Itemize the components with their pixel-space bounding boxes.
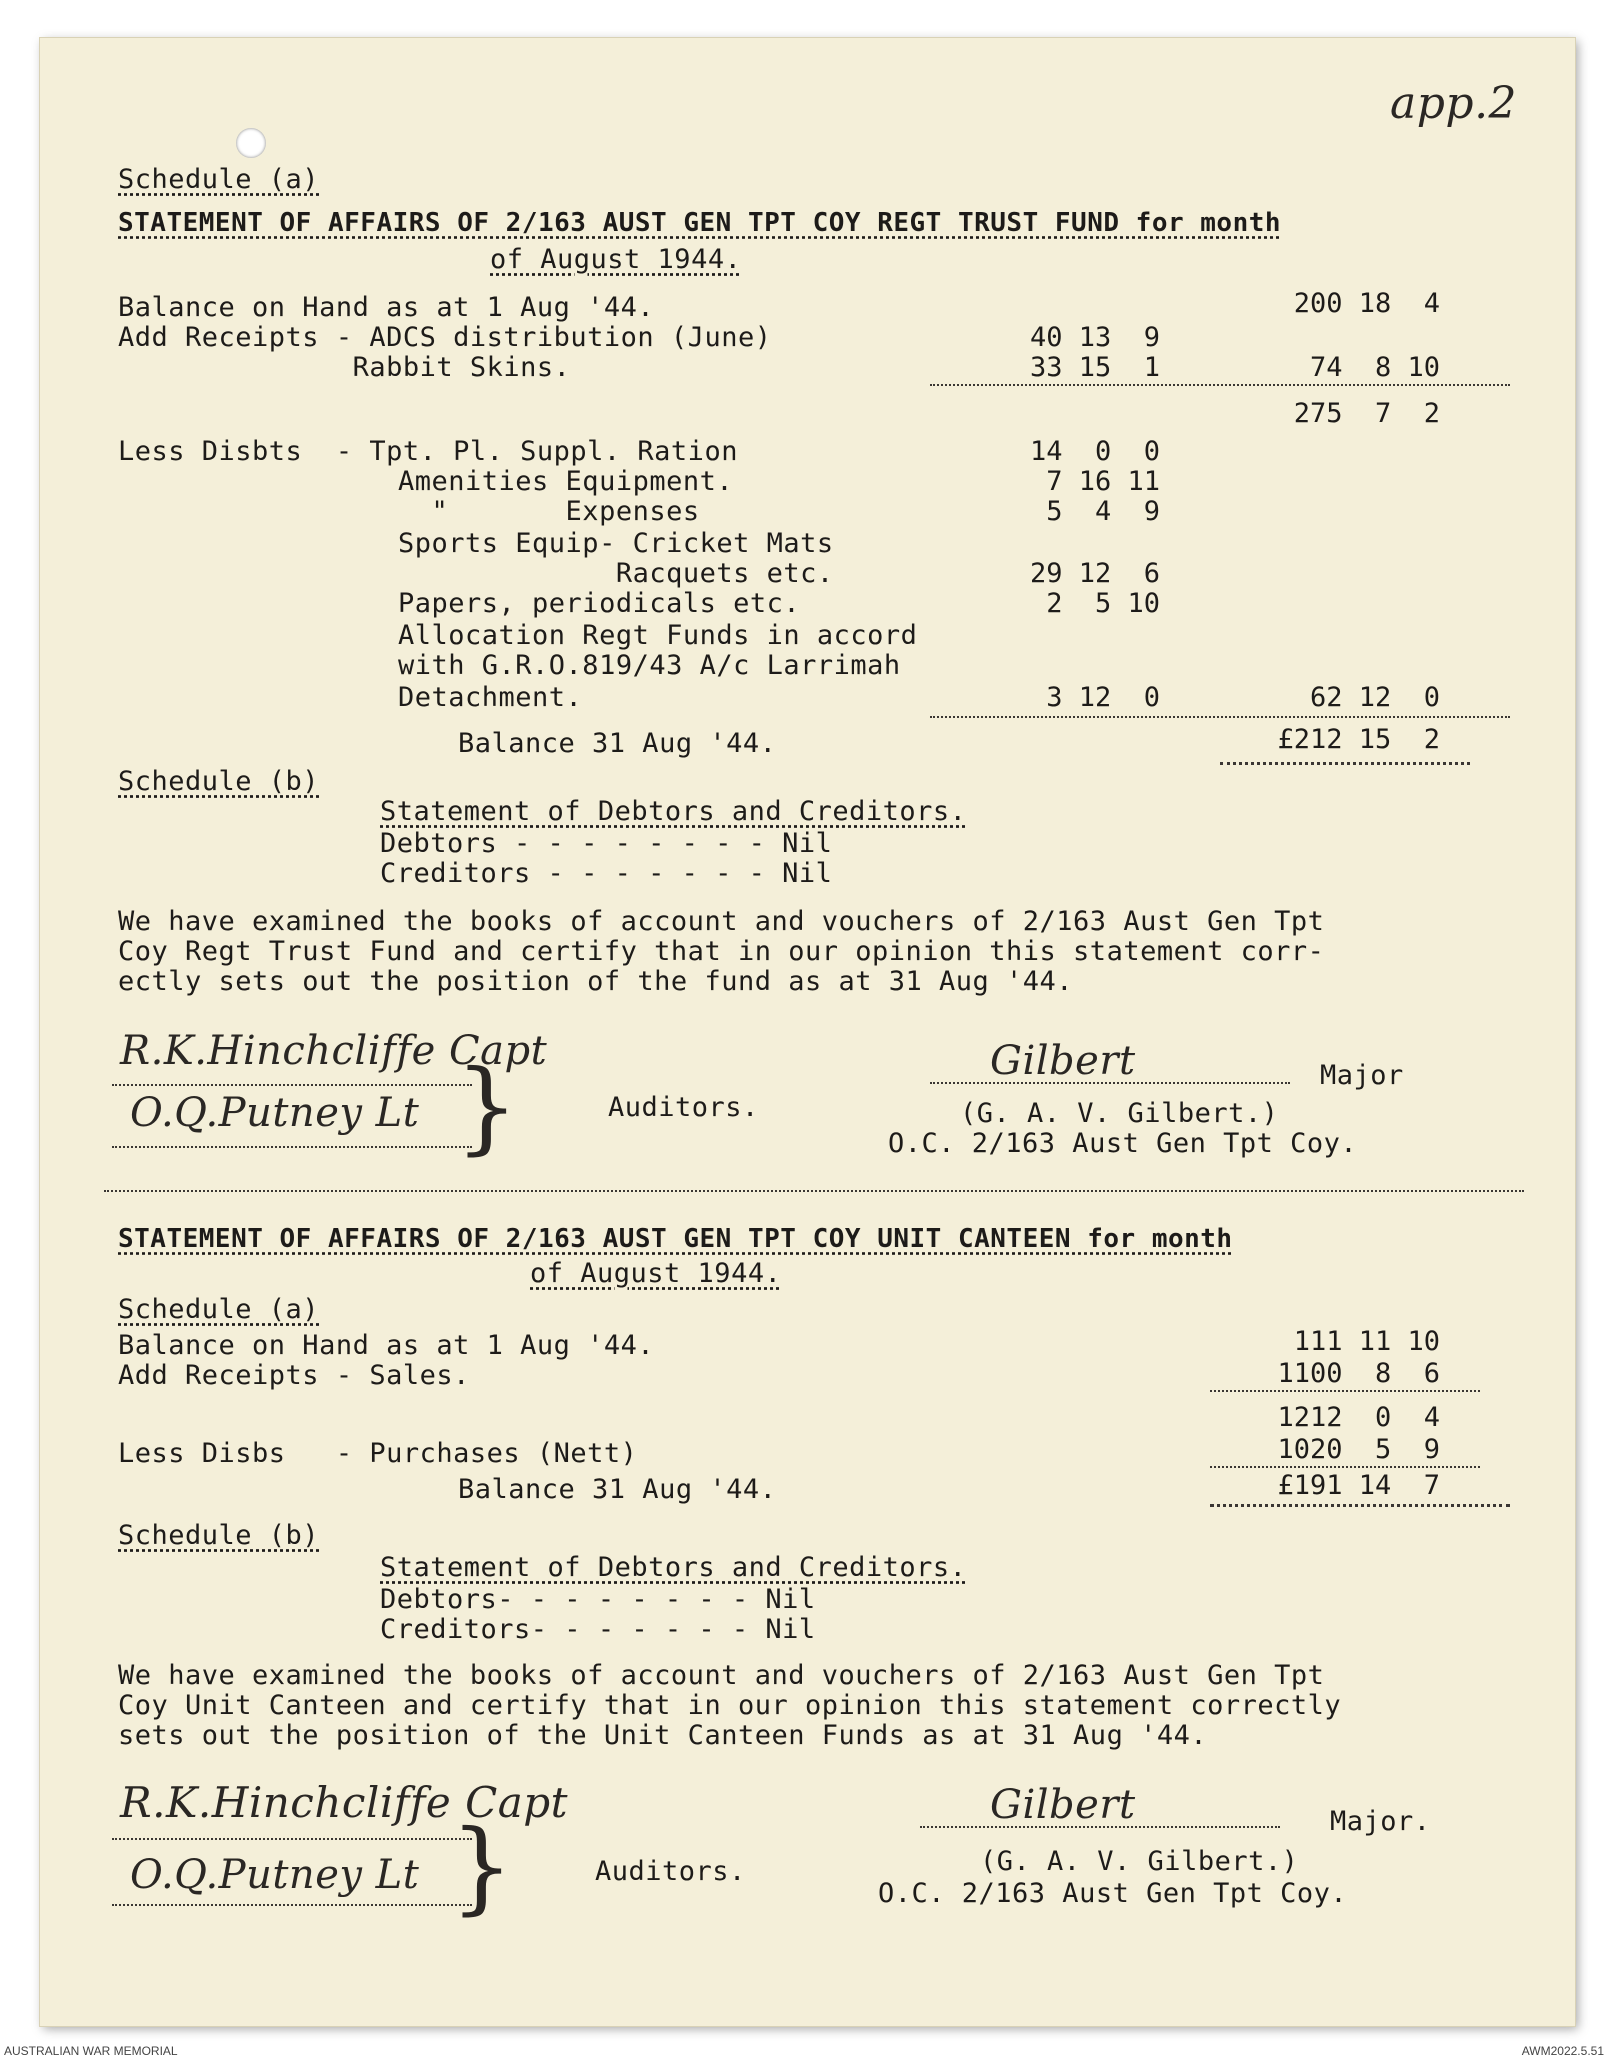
- document-page: [40, 38, 1575, 2026]
- canteen-debtors-title: Statement of Debtors and Creditors.: [380, 1552, 967, 1583]
- fund-row-label: Balance on Hand as at 1 Aug '44.: [118, 292, 655, 323]
- fund-balance-double-rule: [1220, 762, 1470, 765]
- canteen-balance-rule: [1210, 1466, 1480, 1468]
- footer-accession: AWM2022.5.51: [1521, 2044, 1604, 2058]
- canteen-title-line-2: of August 1944.: [530, 1258, 782, 1289]
- canteen-disbs-total: 1020 5 9: [1277, 1434, 1440, 1465]
- fund-title-line-1: STATEMENT OF AFFAIRS OF 2/163 AUST GEN TPT COY REGT TRUST FUND for month: [118, 208, 1282, 238]
- fund-debtors: Debtors - - - - - - - - Nil: [380, 828, 833, 859]
- fund-schedule-b: Schedule (b): [118, 766, 320, 797]
- canteen-auditors-label: Auditors.: [595, 1856, 746, 1887]
- signature-line: [920, 1826, 1280, 1828]
- footer-source: AUSTRALIAN WAR MEMORIAL: [4, 2044, 178, 2058]
- fund-row-total: 74 8 10: [1309, 352, 1440, 383]
- canteen-co-name: (G. A. V. Gilbert.): [980, 1846, 1299, 1877]
- fund-schedule-a: Schedule (a): [118, 164, 320, 195]
- fund-cert-line: We have examined the books of account and vouchers of 2/163 Aust Gen Tpt: [118, 906, 1325, 937]
- canteen-cert-line: sets out the position of the Unit Canteen Funds as at 31 Aug '44.: [118, 1720, 1208, 1751]
- fund-disb-label: Racquets etc.: [398, 558, 834, 589]
- fund-debtors-title: Statement of Debtors and Creditors.: [380, 796, 967, 827]
- punch-hole: [236, 128, 266, 158]
- canteen-co-signature: Gilbert: [990, 1782, 1136, 1828]
- signature-line: [112, 1146, 472, 1148]
- canteen-disbs-label: Less Disbs - Purchases (Nett): [118, 1438, 638, 1469]
- canteen-row-label: Add Receipts - Sales.: [118, 1360, 470, 1391]
- fund-disb-label: Amenities Equipment.: [398, 466, 734, 497]
- canteen-auditor-signature-1: R.K.Hinchcliffe Capt: [120, 1778, 569, 1827]
- fund-disb-amount: 29 12 6: [1029, 558, 1160, 589]
- fund-auditor-signature-2: O.Q.Putney Lt: [130, 1090, 420, 1136]
- fund-disbs-total: 62 12 0: [1309, 682, 1440, 713]
- canteen-creditors: Creditors- - - - - - - Nil: [380, 1614, 816, 1645]
- canteen-balance-double-rule: [1210, 1504, 1510, 1507]
- fund-co-signature: Gilbert: [990, 1038, 1136, 1084]
- fund-row-amount: 40 13 9: [1029, 322, 1160, 353]
- appendix-ref: app.2: [1390, 78, 1518, 129]
- fund-balance-label: Balance 31 Aug '44.: [458, 728, 777, 759]
- canteen-cert-line: Coy Unit Canteen and certify that in our opinion this statement correctly: [118, 1690, 1342, 1721]
- fund-disb-amount: 2 5 10: [1029, 588, 1160, 619]
- fund-disb-label: with G.R.O.819/43 A/c Larrimah: [398, 650, 901, 681]
- fund-creditors: Creditors - - - - - - - Nil: [380, 858, 833, 889]
- canteen-row-total: 1100 8 6: [1277, 1358, 1440, 1389]
- canteen-title-line-1: STATEMENT OF AFFAIRS OF 2/163 AUST GEN TPT COY UNIT CANTEEN for month: [118, 1224, 1233, 1254]
- fund-row-label: Add Receipts - ADCS distribution (June): [118, 322, 772, 353]
- fund-disb-amount: 3 12 0: [1029, 682, 1160, 713]
- signature-line: [112, 1084, 472, 1086]
- fund-disb-amount: 14 0 0: [1029, 436, 1160, 467]
- fund-disbs-label: Less Disbts - Tpt. Pl. Suppl. Ration: [118, 436, 738, 467]
- canteen-schedule-a: Schedule (a): [118, 1294, 320, 1325]
- signature-line: [930, 1082, 1290, 1084]
- fund-co-title: O.C. 2/163 Aust Gen Tpt Coy.: [888, 1128, 1358, 1159]
- fund-auditor-signature-1: R.K.Hinchcliffe Capt: [120, 1028, 548, 1074]
- section-divider: [104, 1190, 1524, 1192]
- fund-disb-label: Allocation Regt Funds in accord: [398, 620, 918, 651]
- fund-row-label: Rabbit Skins.: [118, 352, 571, 383]
- fund-auditors-label: Auditors.: [608, 1092, 759, 1123]
- fund-subtotal-rule: [930, 384, 1510, 386]
- fund-co-name: (G. A. V. Gilbert.): [960, 1098, 1279, 1129]
- canteen-co-title: O.C. 2/163 Aust Gen Tpt Coy.: [878, 1878, 1348, 1909]
- canteen-cert-line: We have examined the books of account and vouchers of 2/163 Aust Gen Tpt: [118, 1660, 1325, 1691]
- canteen-subtotal: 1212 0 4: [1277, 1402, 1440, 1433]
- fund-disb-amount: 5 4 9: [1029, 496, 1160, 527]
- fund-cert-line: Coy Regt Trust Fund and certify that in our opinion this statement corr-: [118, 936, 1325, 967]
- auditors-brace: }: [450, 1808, 514, 1925]
- fund-major: Major: [1320, 1060, 1404, 1091]
- canteen-subtotal-rule: [1210, 1390, 1480, 1392]
- auditors-brace: }: [455, 1048, 519, 1165]
- fund-disb-label: " Expenses: [398, 496, 700, 527]
- canteen-row-total: 111 11 10: [1293, 1326, 1440, 1357]
- fund-row-amount: 33 15 1: [1029, 352, 1160, 383]
- fund-disb-label: Papers, periodicals etc.: [398, 588, 801, 619]
- fund-balance-rule: [930, 716, 1510, 718]
- canteen-row-label: Balance on Hand as at 1 Aug '44.: [118, 1330, 655, 1361]
- canteen-balance-label: Balance 31 Aug '44.: [458, 1474, 777, 1505]
- canteen-balance: £191 14 7: [1277, 1470, 1440, 1501]
- fund-balance: £212 15 2: [1277, 724, 1440, 755]
- canteen-schedule-b: Schedule (b): [118, 1520, 320, 1551]
- fund-subtotal: 275 7 2: [1293, 398, 1440, 429]
- signature-line: [112, 1904, 472, 1906]
- fund-disb-amount: 7 16 11: [1029, 466, 1160, 497]
- fund-disb-label: Sports Equip- Cricket Mats: [398, 528, 834, 559]
- fund-row-total: 200 18 4: [1293, 288, 1440, 319]
- fund-cert-line: ectly sets out the position of the fund as at 31 Aug '44.: [118, 966, 1074, 997]
- signature-line: [112, 1838, 472, 1840]
- fund-disb-label: Detachment.: [398, 682, 583, 713]
- fund-title-line-2: of August 1944.: [490, 244, 742, 275]
- canteen-debtors: Debtors- - - - - - - - Nil: [380, 1584, 816, 1615]
- canteen-auditor-signature-2: O.Q.Putney Lt: [130, 1852, 420, 1898]
- canteen-major: Major.: [1330, 1806, 1431, 1837]
